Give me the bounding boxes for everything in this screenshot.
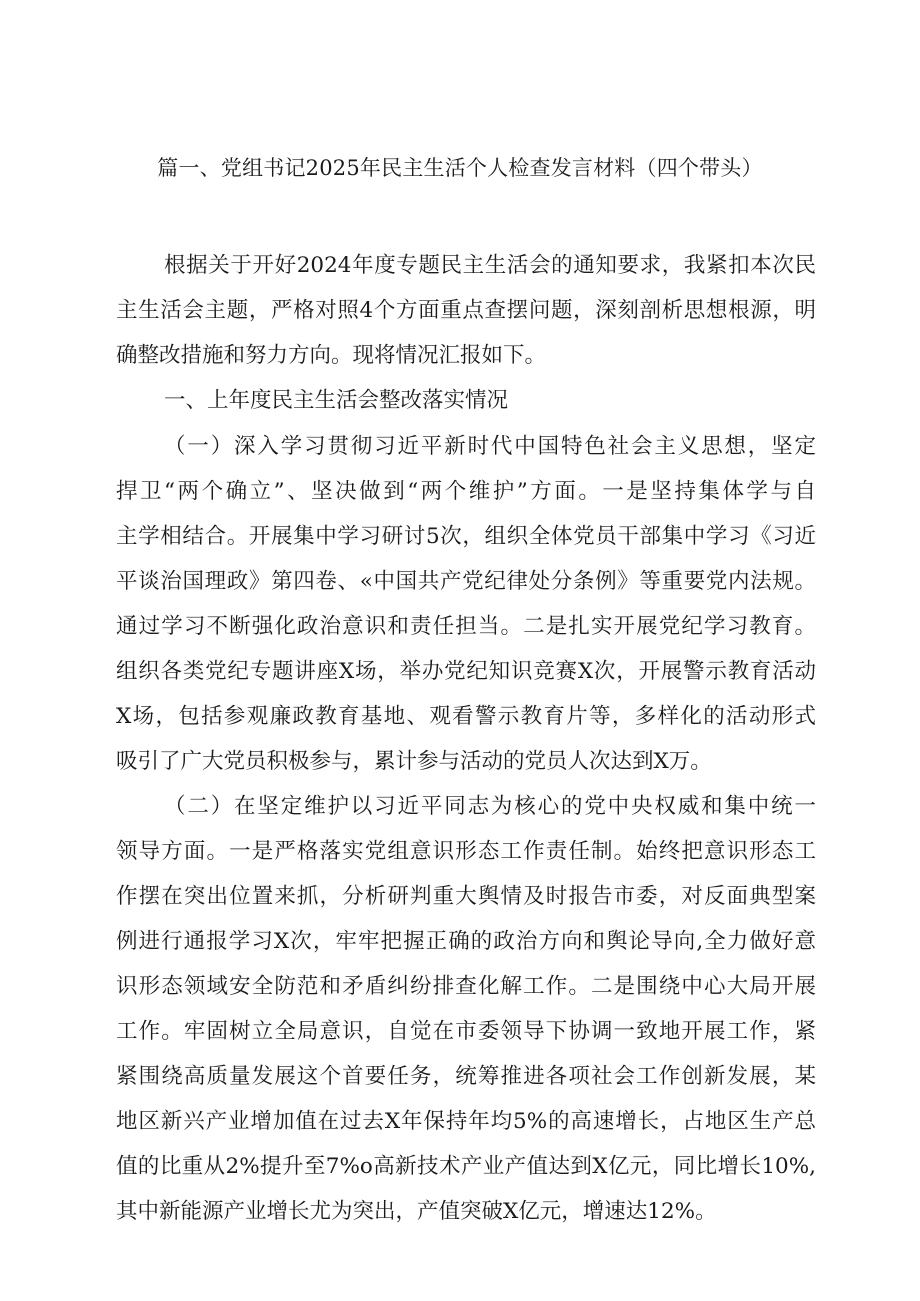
paragraph-line: 值的比重从2%提升至7%o高新技术产业产值达到X亿元，同比增长10%,	[116, 1154, 816, 1179]
paragraph-line: 捍卫“两个确立”、坚决做到“两个维护”方面。一是坚持集体学与自	[116, 479, 816, 504]
paragraph-line: 地区新兴产业增加值在过去X年保持年均5%的高速增长，占地区生产总	[116, 1109, 816, 1134]
paragraph-line: 其中新能源产业增长尤为突出，产值突破X亿元，增速达12%。	[116, 1199, 717, 1224]
paragraph-line: X场，包括参观廉政教育基地、观看警示教育片等，多样化的活动形式	[116, 704, 816, 729]
paragraph-line: 吸引了广大党员积极参与，累计参与活动的党员人次达到X万。	[116, 749, 712, 774]
paragraph-line: 主生活会主题，严格对照4个方面重点查摆问题，深刻剖析思想根源，明	[116, 298, 816, 323]
paragraph-line: 例进行通报学习X次，牢牢把握正确的政治方向和舆论导向,全力做好意	[116, 929, 816, 954]
paragraph-line: 紧围绕高质量发展这个首要任务，统筹推进各项社会工作创新发展，某	[116, 1064, 816, 1089]
paragraph-line: 确整改措施和努力方向。现将情况汇报如下。	[116, 343, 547, 368]
paragraph-line: 作摆在突出位置来抓，分析研判重大舆情及时报告市委，对反面典型案	[116, 884, 816, 909]
paragraph-line: 平谈治国理政》第四卷、«中国共产党纪律处分条例》等重要党内法规。	[116, 569, 816, 594]
paragraph-line: （一）深入学习贯彻习近平新时代中国特色社会主义思想，坚定	[164, 434, 816, 459]
paragraph-line: 工作。牢固树立全局意识，自觉在市委领导下协调一致地开展工作，紧	[116, 1019, 816, 1044]
paragraph-line: 组织各类党纪专题讲座X场，举办党纪知识竞赛X次，开展警示教育活动	[116, 659, 816, 684]
paragraph-line: 领导方面。一是严格落实党组意识形态工作责任制。始终把意识形态工	[116, 839, 816, 864]
document-title: 篇一、党组书记2025年民主生活个人检查发言材料（四个带头）	[157, 156, 763, 180]
paragraph-line: （二）在坚定维护以习近平同志为核心的党中央权威和集中统一	[164, 794, 816, 819]
paragraph-line: 根据关于开好2024年度专题民主生活会的通知要求，我紧扣本次民	[164, 253, 816, 278]
paragraph-line: 主学相结合。开展集中学习研讨5次，组织全体党员干部集中学习《习近	[116, 524, 816, 549]
paragraph-line: 通过学习不断强化政治意识和责任担当。二是扎实开展党纪学习教育。	[116, 614, 816, 639]
paragraph-line: 识形态领域安全防范和矛盾纠纷排查化解工作。二是围绕中心大局开展	[116, 974, 816, 999]
section-heading: 一、上年度民主生活会整改落实情况	[164, 388, 509, 413]
